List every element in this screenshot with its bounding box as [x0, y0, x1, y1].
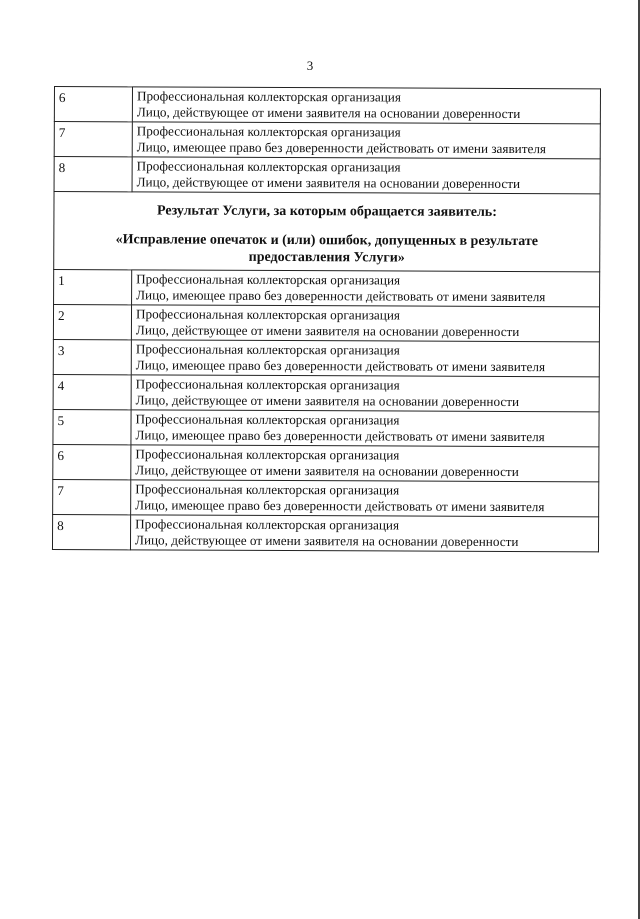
- row-text: [130, 515, 598, 552]
- organization-type: Профессиональная коллекторская организация: [136, 123, 401, 140]
- applicant-description: Лицо, имеющее право без доверенности действовать от имени заявителя: [135, 357, 546, 375]
- applicant-description: Лицо, имеющее право без доверенности действовать от имени заявителя: [135, 427, 545, 445]
- organization-type: Профессиональная коллекторская организация: [136, 158, 401, 175]
- table-row: [54, 270, 600, 307]
- page-number: 3: [306, 58, 314, 73]
- row-number: 6: [53, 444, 131, 479]
- row-number: 8: [52, 514, 130, 549]
- organization-type: Профессиональная коллекторская организация: [135, 446, 400, 463]
- applicant-description: Лицо, действующее от имени заявителя на основании доверенности: [136, 174, 521, 192]
- row-text: [132, 87, 600, 124]
- row-text: [131, 305, 599, 342]
- section-heading: Результат Услуги, за которым обращается заявитель:: [156, 203, 497, 220]
- organization-type: Профессиональная коллекторская организация: [135, 376, 400, 393]
- row-text: [131, 410, 599, 447]
- table-row: [54, 122, 600, 159]
- table-row: [53, 444, 599, 481]
- table-row: [54, 157, 600, 194]
- row-number: 3: [53, 339, 131, 374]
- row-text: [132, 122, 600, 159]
- row-number: 4: [53, 374, 131, 409]
- organization-type: Профессиональная коллекторская организация: [135, 341, 400, 358]
- organization-type: Профессиональная коллекторская организация: [136, 271, 401, 288]
- row-text: [132, 270, 600, 307]
- applicants-table: [52, 86, 601, 552]
- table-row: [53, 374, 599, 411]
- organization-type: Профессиональная коллекторская организация: [135, 306, 401, 323]
- table-row: [53, 339, 599, 376]
- table-row: [52, 514, 598, 551]
- organization-type: Профессиональная коллекторская организация: [135, 481, 400, 498]
- applicant-description: Лицо, действующее от имени заявителя на основании доверенности: [135, 392, 520, 410]
- applicant-description: Лицо, действующее от имени заявителя на основании доверенности: [135, 322, 520, 340]
- organization-type: Профессиональная коллекторская организация: [136, 88, 401, 105]
- row-number: 5: [53, 409, 131, 444]
- applicant-description: Лицо, действующее от имени заявителя на основании доверенности: [134, 532, 519, 550]
- applicant-description: Лицо, имеющее право без доверенности действовать от имени заявителя: [136, 139, 547, 157]
- applicant-description: Лицо, имеющее право без доверенности действовать от имени заявителя: [136, 287, 546, 305]
- table-row: [53, 409, 599, 446]
- section-subheading: «Исправление опечаток и (или) ошибок, допущенных в результате предоставления Услуги»: [115, 232, 539, 266]
- row-number: 8: [54, 157, 132, 192]
- section-header: [54, 192, 600, 272]
- row-number: 6: [54, 87, 132, 122]
- table-row: [53, 305, 599, 342]
- applicant-description: Лицо, имеющее право без доверенности действовать от имени заявителя: [135, 497, 545, 515]
- row-text: [131, 445, 599, 482]
- row-number: 2: [53, 305, 131, 340]
- section-header-row: [54, 192, 600, 272]
- applicant-description: Лицо, действующее от имени заявителя на основании доверенности: [136, 104, 521, 122]
- row-number: 7: [53, 479, 131, 514]
- row-number: 7: [54, 122, 132, 157]
- organization-type: Профессиональная коллекторская организация: [135, 516, 400, 533]
- table-row: [53, 479, 599, 516]
- organization-type: Профессиональная коллекторская организация: [135, 411, 400, 428]
- row-text: [131, 340, 599, 377]
- row-text: [131, 480, 599, 517]
- row-text: [132, 157, 600, 194]
- row-text: [131, 375, 599, 412]
- table-row: [54, 87, 600, 124]
- applicant-description: Лицо, действующее от имени заявителя на основании доверенности: [135, 462, 519, 480]
- row-number: 1: [54, 270, 132, 305]
